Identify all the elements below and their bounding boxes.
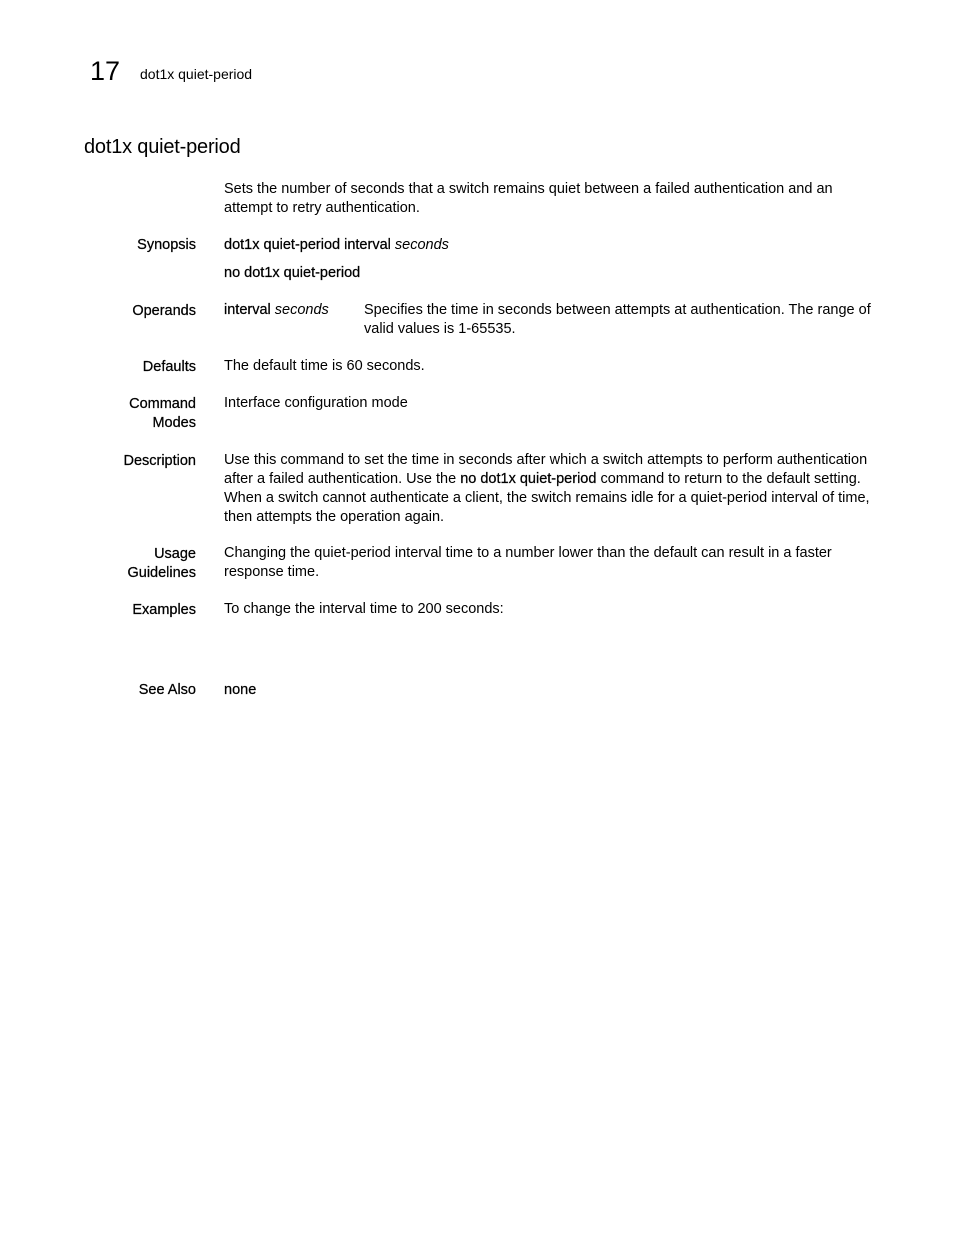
description-text-before: Use this command to set the time in seconds after which a switch attempts to perform authentication after a failed authentication. Use the [224, 452, 868, 487]
examples-text: To change the interval time to 200 seconds: [224, 601, 504, 617]
synopsis-line-1 [224, 236, 874, 255]
see-also-text: none [224, 682, 257, 698]
defaults-text: The default time is 60 seconds. [224, 358, 425, 374]
usage-guidelines-text: Changing the quiet-period interval time to a number lower than the default can result in a faster response time. [224, 545, 832, 580]
chapter-number: 17 [90, 56, 121, 86]
running-title: dot1x quiet-period [140, 66, 253, 82]
examples-label: Examples [132, 602, 196, 618]
operands-label: Operands [132, 303, 196, 319]
synopsis-variable: seconds [394, 237, 449, 253]
command-modes-label-line-2: Modes [152, 415, 196, 431]
command-modes-text: Interface configuration mode [224, 395, 408, 411]
description-command: no dot1x quiet-period [460, 471, 597, 487]
operand-description: Specifies the time in seconds between attempts at authentication. The range of valid values is 1-65535. [364, 302, 871, 337]
description-text-after: command to return to the default setting. When a switch cannot authenticate a client, the switch remains idle for a quiet-period interval of time, then attempts the operation again. [224, 471, 870, 525]
synopsis-line-2: no dot1x quiet-period [224, 265, 361, 281]
description-text [224, 451, 874, 527]
section-intro: Sets the number of seconds that a switch remains quiet between a failed authentication and an attempt to retry authentication. [224, 181, 833, 216]
operand-keyword: interval [224, 302, 271, 318]
see-also-label: See Also [138, 682, 196, 698]
usage-label-line-2: Guidelines [127, 565, 196, 581]
defaults-label: Defaults [142, 359, 196, 375]
synopsis-label: Synopsis [137, 237, 196, 253]
usage-guidelines-label [127, 545, 196, 583]
command-modes-label-line-1: Command [129, 396, 196, 412]
usage-label-line-1: Usage [154, 546, 196, 562]
description-label: Description [123, 453, 196, 469]
command-modes-label [129, 395, 196, 433]
section-title: dot1x quiet-period [84, 136, 241, 158]
operand-name [224, 301, 329, 320]
synopsis-command: dot1x quiet-period interval [224, 237, 391, 253]
operand-variable: seconds [274, 302, 329, 318]
